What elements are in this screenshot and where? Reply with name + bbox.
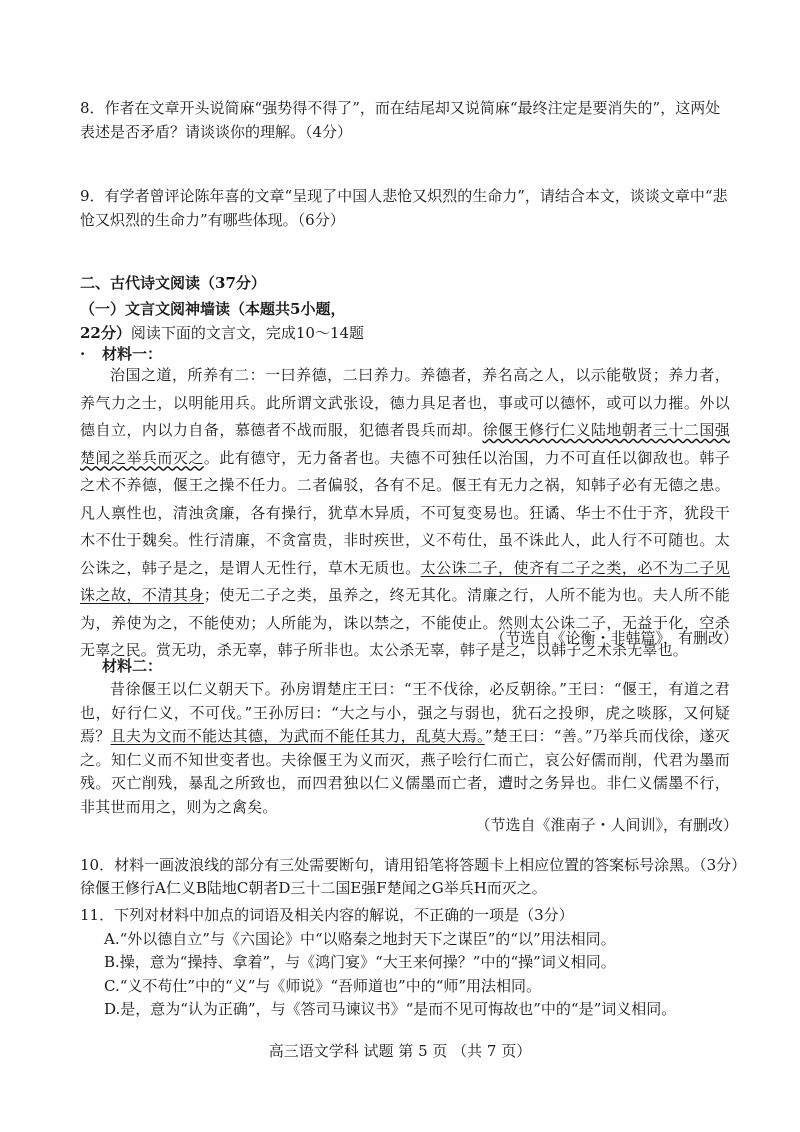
- material-1-label: 材料一：: [102, 345, 163, 363]
- subsection-heading: [80, 297, 730, 345]
- question-10-stem: 10．材料一画波浪线的部分有三处需要断句，请用铅笔将答题卡上相应位置的答案标号涂黑。（3分）: [80, 856, 747, 874]
- subsection-instruction: 阅读下面的文言文，完成10～14题: [130, 324, 365, 342]
- option-c: C.“义不苟仕”中的“义”与《师说》“吾师道也”中的“师”用法相同。: [104, 976, 542, 995]
- page-footer: 高三语文学科 试题 第 5 页 （共 7 页）: [268, 1042, 532, 1060]
- subsection-bold: （一）文言文阅神墙读（本题共5小题，: [80, 300, 346, 318]
- material-1-text: [80, 362, 730, 665]
- material-2-text: [80, 678, 730, 819]
- material-1-heading: [80, 343, 162, 364]
- question-9: 9．有学者曾评论陈年喜的文章“呈现了中国人悲怆又炽烈的生命力”，请结合本文，谈谈文章中“悲怆又炽烈的生命力”有哪些体现。（6分）: [80, 187, 728, 229]
- question-11: [80, 904, 740, 1022]
- material-1-source: （节选自《论衡・非韩篇》，有删改）: [490, 629, 738, 647]
- question-10: [80, 854, 747, 900]
- m1-text-part-3: ；使无二子之类，虽养之，终无其化。清廉之行，人所不能为也。夫人所不能为，养使为之，不能使劝；人所能为，诛以禁之，不能使止。然则太公诛二子，无益于化，空杀无辜之民。赏无功，杀无辜，韩子所非也。太公杀无辜，韩子是之，以韩子之术杀无辜也。: [80, 586, 730, 659]
- m2-underline: 且夫为文而不能达其德，为武而不能任其力，乱莫大焉。: [110, 727, 485, 745]
- section-title: 二、古代诗文阅读（37分）: [80, 274, 266, 292]
- bullet: ·: [80, 345, 86, 363]
- m1-text-part-2: 。此有德守，无力备者也。夫德不可独任以治国，力不可直任以御敌也。韩子之术不养德，偃王之操不任力。二者偏驳，各有不足。偃王有无力之祸，知韩子必有无德之患。凡人禀性也，清浊贪廉，各有操行，犹草木异质，不可复变易也。狂谲、华士不仕于齐，犹段干木不仕于魏矣。性行清廉，不贪富贵，非时疾世，义不苟仕，虽不诛此人，此人行不可随也。太公诛之，韩子是之，是谓人无性行，草木无质也。: [80, 448, 730, 577]
- m2-text-part-1: 昔徐偃王以仁义朝天下。孙房谓楚庄王曰：“王不伐徐，必反朝徐。”王曰：“偃王，有道之君也，好行仁义，不可伐。”王孙厉曰：“大之与小，强之与弱也，犹石之投卵，虎之啖豚，又何疑焉？: [80, 680, 730, 745]
- m1-wavy-underline: 徐偃王修行仁义陆地朝者三十二国强楚闻之举兵而灭之: [80, 421, 731, 467]
- question-10-sentence: 徐偃王修行A仁义B陆地C朝者D三十二国E强F楚闻之G举兵H而灭之。: [80, 879, 547, 897]
- material-2-source: （节选自《淮南子・人间训》，有删改）: [475, 816, 738, 834]
- m2-text-part-2: ”楚王曰：“善。”乃举兵而伐徐，遂灭之。知仁义而不知世变者也。夫徐偃王为义而灭，燕子哙行仁而亡，哀公好儒而削，代君为墨而残。灭亡削残，暴乱之所致也，而四君独以仁义儒墨而亡者，遭时之务异也。非仁义儒墨不行，非其世而用之，则为之禽矣。: [80, 727, 731, 816]
- option-b: B.操，意为“操持、拿着”，与《鸿门宴》“大王来何操？”中的“操”词义相同。: [104, 953, 616, 971]
- option-a: A.“外以德自立”与《六国论》中“以赂秦之地封天下之谋臣”的“以”用法相同。: [104, 929, 616, 948]
- question-11-stem: 11．下列对材料中加点的词语及相关内容的解说，不正确的一项是（3分）: [80, 906, 574, 924]
- option-d: D.是，意为“认为正确”，与《答司马谏议书》“是而不见可悔故也”中的“是”词义相同。: [104, 1000, 677, 1018]
- question-8: 8．作者在文章开头说简麻“强势得不得了”，而在结尾却又说简麻“最终注定是要消失的”，这两处表述是否矛盾？请谈谈你的理解。（4分）: [80, 99, 721, 141]
- material-2-label: 材料二：: [102, 657, 163, 675]
- subsection-bold-2: 22分）: [80, 324, 131, 342]
- m1-underline: 太公诛二子，使齐有二子之类，必不为二子见诛之故，不清其身: [80, 558, 730, 604]
- m1-text-part-1: 治国之道，所养有二：一曰养德，二曰养力。养德者，养名高之人，以示能敬贤；养力者，养气力之士，以明能用兵。此所谓文武张设，德力具足者也，事或可以德怀，或可以力摧。外以德自立，内以力自备，慕德者不战而服，犯德者畏兵而却。: [80, 366, 730, 439]
